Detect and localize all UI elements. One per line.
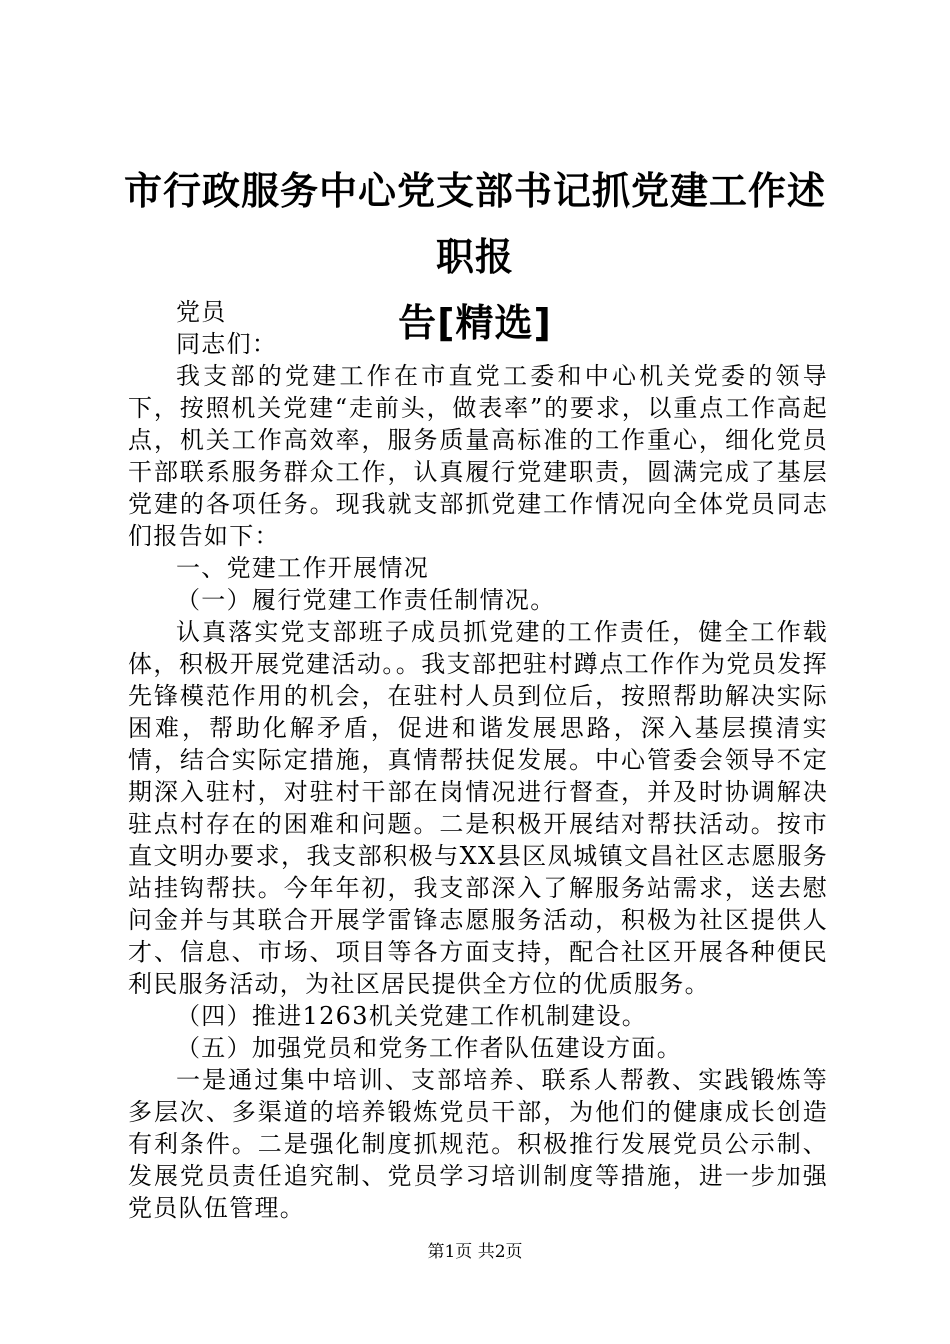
title-line-2: 告[精选] [398, 301, 552, 345]
body-paragraph: 一是通过集中培训、支部培养、联系人帮教、实践锻炼等多层次、多渠道的培养锻炼党员干部，为他们的健康成长创造有利条件。二是强化制度抓规范。积极推行发展党员公示制、发展党员责任追究制、党员学习培训制度等措施，进一步加强党员队伍管理。 [128, 1066, 828, 1222]
intro-paragraph: 我支部的党建工作在市直党工委和中心机关党委的领导下，按照机关党建“走前头，做表率”的要求，以重点工作高起点，机关工作高效率，服务质量高标准的工作重心，细化党员干部联系服务群众工作，认真履行党建职责，圆满完成了基层党建的各项任务。现我就支部抓党建工作情况向全体党员同志们报告如下： [128, 362, 828, 550]
title-line-1: 市行政服务中心党支部书记抓党建工作述职报 [123, 169, 826, 279]
salutation: 同志们： [176, 330, 278, 358]
recipient-line: 党员 [176, 298, 227, 326]
section-heading: 一、党建工作开展情况 [176, 554, 429, 582]
subsection-heading: （一）履行党建工作责任制情况。 [176, 586, 556, 614]
body-paragraph: 认真落实党支部班子成员抓党建的工作责任，健全工作载体，积极开展党建活动。。我支部把驻村蹲点工作作为党员发挥先锋模范作用的机会，在驻村人员到位后，按照帮助解决实际困难，帮助化解矛盾，促进和谐发展思路，深入基层摸清实情，结合实际定措施，真情帮扶促发展。中心管委会领导不定期深入驻村，对驻村干部在岗情况进行督查，并及时协调解决驻点村存在的困难和问题。二是积极开展结对帮扶活动。按市直文明办要求，我支部积极与XX县区凤城镇文昌社区志愿服务站挂钩帮扶。今年年初，我支部深入了解服务站需求，送去慰问金并与其联合开展学雷锋志愿服务活动，积极为社区提供人才、信息、市场、项目等各方面支持，配合社区开展各种便民利民服务活动，为社区居民提供全方位的优质服务。 [128, 618, 828, 998]
page-number-footer: 第1页 共2页 [427, 1242, 523, 1262]
subsection-heading: （四）推进1263机关党建工作机制建设。 [176, 1002, 648, 1030]
document-body [128, 296, 828, 1224]
subsection-heading: （五）加强党员和党务工作者队伍建设方面。 [176, 1034, 682, 1062]
